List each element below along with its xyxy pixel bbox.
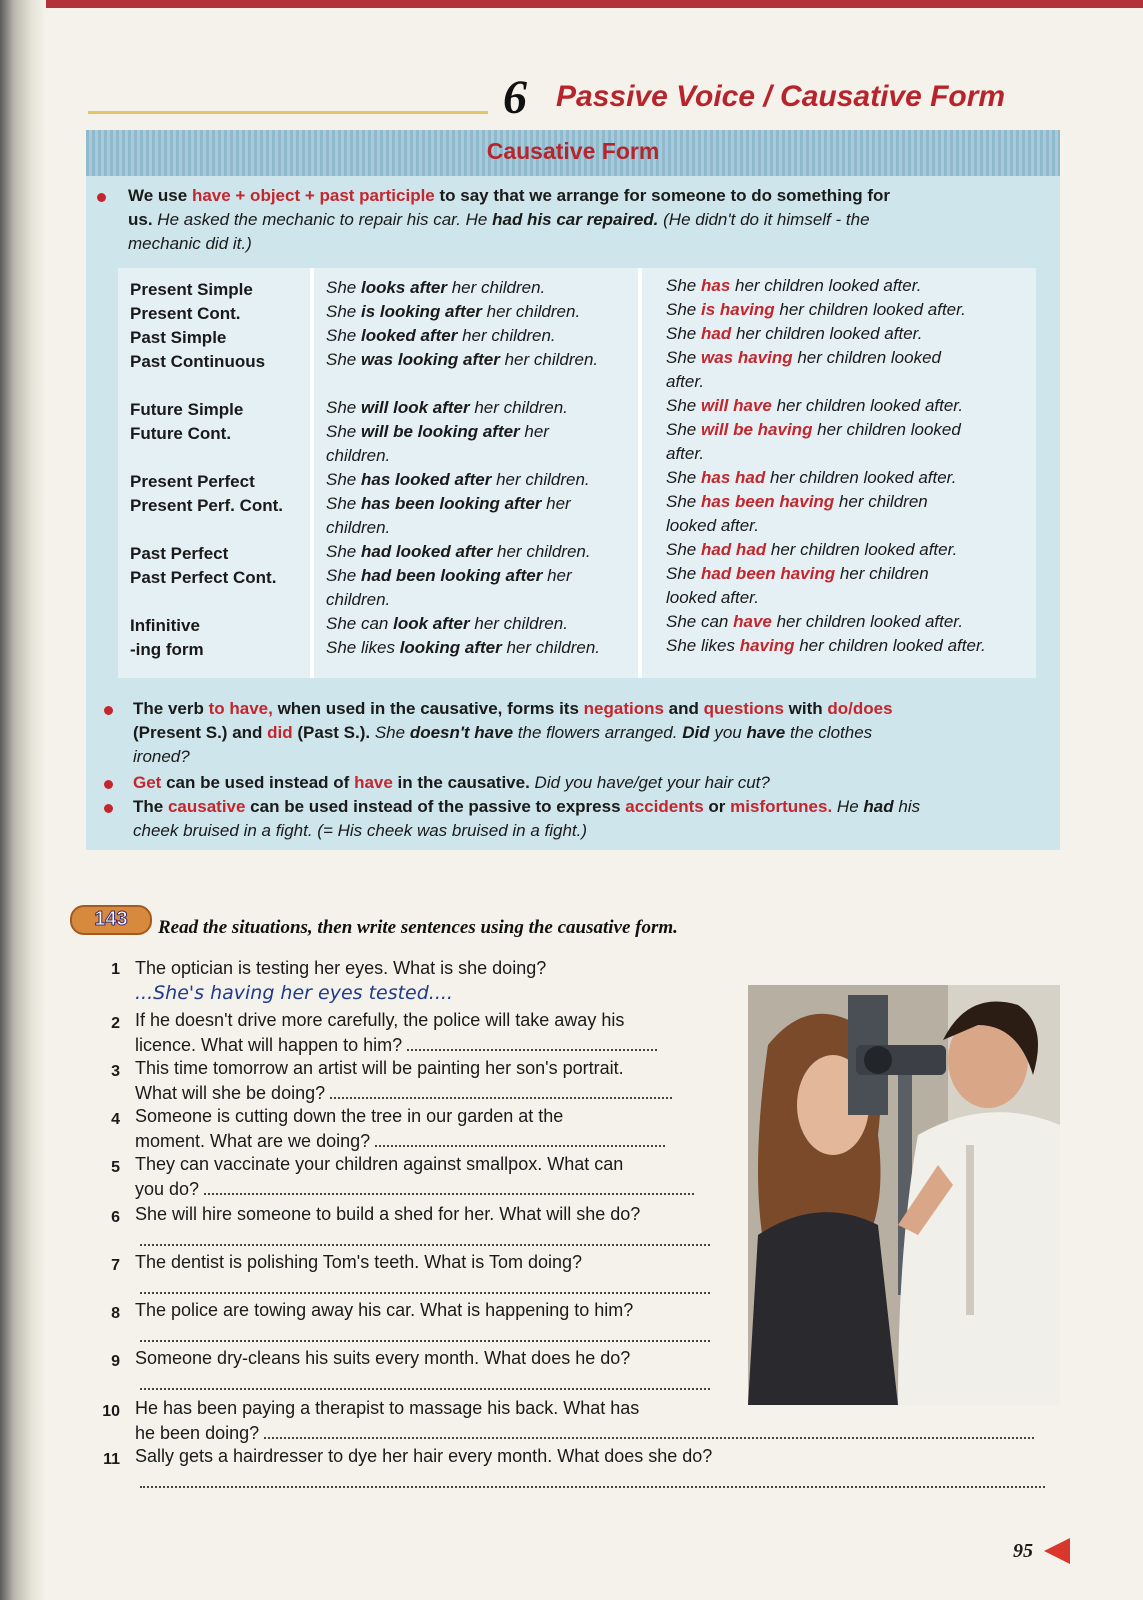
question-number: 6 xyxy=(111,1209,120,1226)
active-form-example: children. xyxy=(326,590,391,609)
answer-line[interactable] xyxy=(264,1421,1034,1439)
causative-form-example: She will be having her children looked xyxy=(666,420,961,439)
grammar-box-title: Causative Form xyxy=(486,138,660,164)
question-number: 5 xyxy=(111,1159,120,1176)
question-5-line2: you do? xyxy=(135,1177,694,1201)
causative-form-example: She is having her children looked after. xyxy=(666,300,966,319)
causative-form-example: She was having her children looked xyxy=(666,348,941,367)
answer-example: ...She's having her eyes tested.... xyxy=(135,982,453,1004)
active-form-example: She will be looking after her xyxy=(326,422,549,441)
causative-form-example: She has her children looked after. xyxy=(666,276,922,295)
question-7: The dentist is polishing Tom's teeth. What is Tom doing? xyxy=(135,1252,583,1272)
tense-label: Infinitive xyxy=(130,616,200,635)
optician-illustration xyxy=(748,985,1060,1405)
answer-line[interactable] xyxy=(140,1276,710,1294)
active-form-example: She has looked after her children. xyxy=(326,470,590,489)
page-arrow-icon xyxy=(1044,1538,1070,1564)
note-get-have: Get can be used instead of have in the causative. Did you have/get your hair cut? xyxy=(133,773,770,792)
question-number: 1 xyxy=(111,961,120,978)
causative-form-example: after. xyxy=(666,444,705,463)
active-form-example: She looks after her children. xyxy=(326,278,546,297)
question-10: He has been paying a therapist to massage his back. What has xyxy=(135,1398,640,1418)
tense-label: -ing form xyxy=(130,640,204,659)
book-spine-shadow xyxy=(0,0,46,1600)
answer-line[interactable] xyxy=(375,1129,665,1147)
bullet-icon xyxy=(97,193,106,202)
chapter-title: Passive Voice / Causative Form xyxy=(556,80,1006,113)
question-9: Someone dry-cleans his suits every month. What does he do? xyxy=(135,1348,631,1368)
causative-form-example: She will have her children looked after. xyxy=(666,396,964,415)
optician-photo xyxy=(748,985,1060,1405)
tense-label: Present Perfect xyxy=(130,472,255,491)
answer-line[interactable] xyxy=(204,1177,694,1195)
question-number: 9 xyxy=(111,1353,120,1370)
exercise-number-badge: 143 xyxy=(70,905,152,935)
question-number: 8 xyxy=(111,1305,120,1322)
column-divider xyxy=(638,268,642,678)
question-10-line2: he been doing? xyxy=(135,1421,1034,1445)
page-number: 95 xyxy=(1013,1540,1033,1562)
exercise-instruction: Read the situations, then write sentences using the causative form. xyxy=(158,917,678,938)
causative-form-example: She has had her children looked after. xyxy=(666,468,957,487)
tense-label: Present Perf. Cont. xyxy=(130,496,284,515)
active-form-example: She likes looking after her children. xyxy=(326,638,600,657)
question-3: This time tomorrow an artist will be painting her son's portrait. xyxy=(135,1058,624,1078)
answer-line[interactable] xyxy=(407,1033,657,1051)
page-top-strip xyxy=(0,0,1143,8)
note-negations-questions: The verb to have, when used in the causative, forms its negations and questions with do/does (Present S.) and did (Past S.). She doesn't have the flowers arranged. Did you have the clothes ironed? xyxy=(133,699,893,766)
question-2-line2: licence. What will happen to him? xyxy=(135,1033,657,1057)
causative-form-example: looked after. xyxy=(666,516,759,535)
question-3-line2: What will she be doing? xyxy=(135,1081,672,1105)
causative-form-example: She had had her children looked after. xyxy=(666,540,958,559)
chapter-number: 6 xyxy=(503,71,527,124)
question-number: 4 xyxy=(111,1111,120,1128)
causative-form-example: She has been having her children xyxy=(666,492,928,511)
answer-line[interactable] xyxy=(140,1470,1045,1488)
question-number: 3 xyxy=(111,1063,120,1080)
active-form-example: She can look after her children. xyxy=(326,614,568,633)
causative-form-example: looked after. xyxy=(666,588,759,607)
bullet-icon xyxy=(104,804,113,813)
question-5: They can vaccinate your children against smallpox. What can xyxy=(135,1154,624,1174)
note-accidents: The causative can be used instead of the passive to express accidents or misfortunes. He had his cheek bruised in a fight. (= His cheek was bruised in a fight.) xyxy=(133,797,921,840)
question-number: 10 xyxy=(102,1403,120,1420)
tense-label: Present Cont. xyxy=(130,304,241,323)
active-form-example: children. xyxy=(326,518,391,537)
question-11: Sally gets a hairdresser to dye her hair every month. What does she do? xyxy=(135,1446,713,1466)
question-number: 11 xyxy=(103,1451,120,1468)
answer-line[interactable] xyxy=(140,1228,710,1246)
causative-form-example: She can have her children looked after. xyxy=(666,612,964,631)
active-form-example: She had been looking after her xyxy=(326,566,572,585)
active-form-example: She had looked after her children. xyxy=(326,542,591,561)
active-form-example: children. xyxy=(326,446,391,465)
active-form-example: She is looking after her children. xyxy=(326,302,581,321)
tense-label: Past Simple xyxy=(130,328,227,347)
tense-label: Past Continuous xyxy=(130,352,266,371)
tense-label: Future Simple xyxy=(130,400,244,419)
intro-rule: We use have + object + past participle to say that we arrange for someone to do something for us. He asked the mechanic to repair his car. He had his car repaired. (He didn't do it himself - the mechanic did it.) xyxy=(128,186,891,253)
tense-label: Future Cont. xyxy=(130,424,232,443)
question-4: Someone is cutting down the tree in our garden at the xyxy=(135,1106,564,1126)
active-form-example: She looked after her children. xyxy=(326,326,556,345)
tense-label: Present Simple xyxy=(130,280,253,299)
tense-label: Past Perfect Cont. xyxy=(130,568,277,587)
active-form-example: She has been looking after her xyxy=(326,494,571,513)
answer-line[interactable] xyxy=(140,1324,710,1342)
question-8: The police are towing away his car. What is happening to him? xyxy=(135,1300,634,1320)
bullet-icon xyxy=(104,706,113,715)
question-number: 2 xyxy=(111,1015,120,1032)
causative-form-example: after. xyxy=(666,372,705,391)
active-form-example: She was looking after her children. xyxy=(326,350,599,369)
causative-form-example: She had her children looked after. xyxy=(666,324,923,343)
tense-label: Past Perfect xyxy=(130,544,229,563)
answer-line[interactable] xyxy=(140,1372,710,1390)
causative-form-example: She likes having her children looked after. xyxy=(666,636,986,655)
active-form-example: She will look after her children. xyxy=(326,398,568,417)
answer-line[interactable] xyxy=(330,1081,672,1099)
column-divider xyxy=(310,268,314,678)
chapter-rule xyxy=(88,111,488,114)
question-4-line2: moment. What are we doing? xyxy=(135,1129,665,1153)
bullet-icon xyxy=(104,780,113,789)
question-1: The optician is testing her eyes. What is she doing? xyxy=(135,958,547,978)
question-6: She will hire someone to build a shed for her. What will she do? xyxy=(135,1204,641,1224)
question-2: If he doesn't drive more carefully, the police will take away his xyxy=(135,1010,625,1030)
question-number: 7 xyxy=(111,1257,120,1274)
causative-form-example: She had been having her children xyxy=(666,564,929,583)
